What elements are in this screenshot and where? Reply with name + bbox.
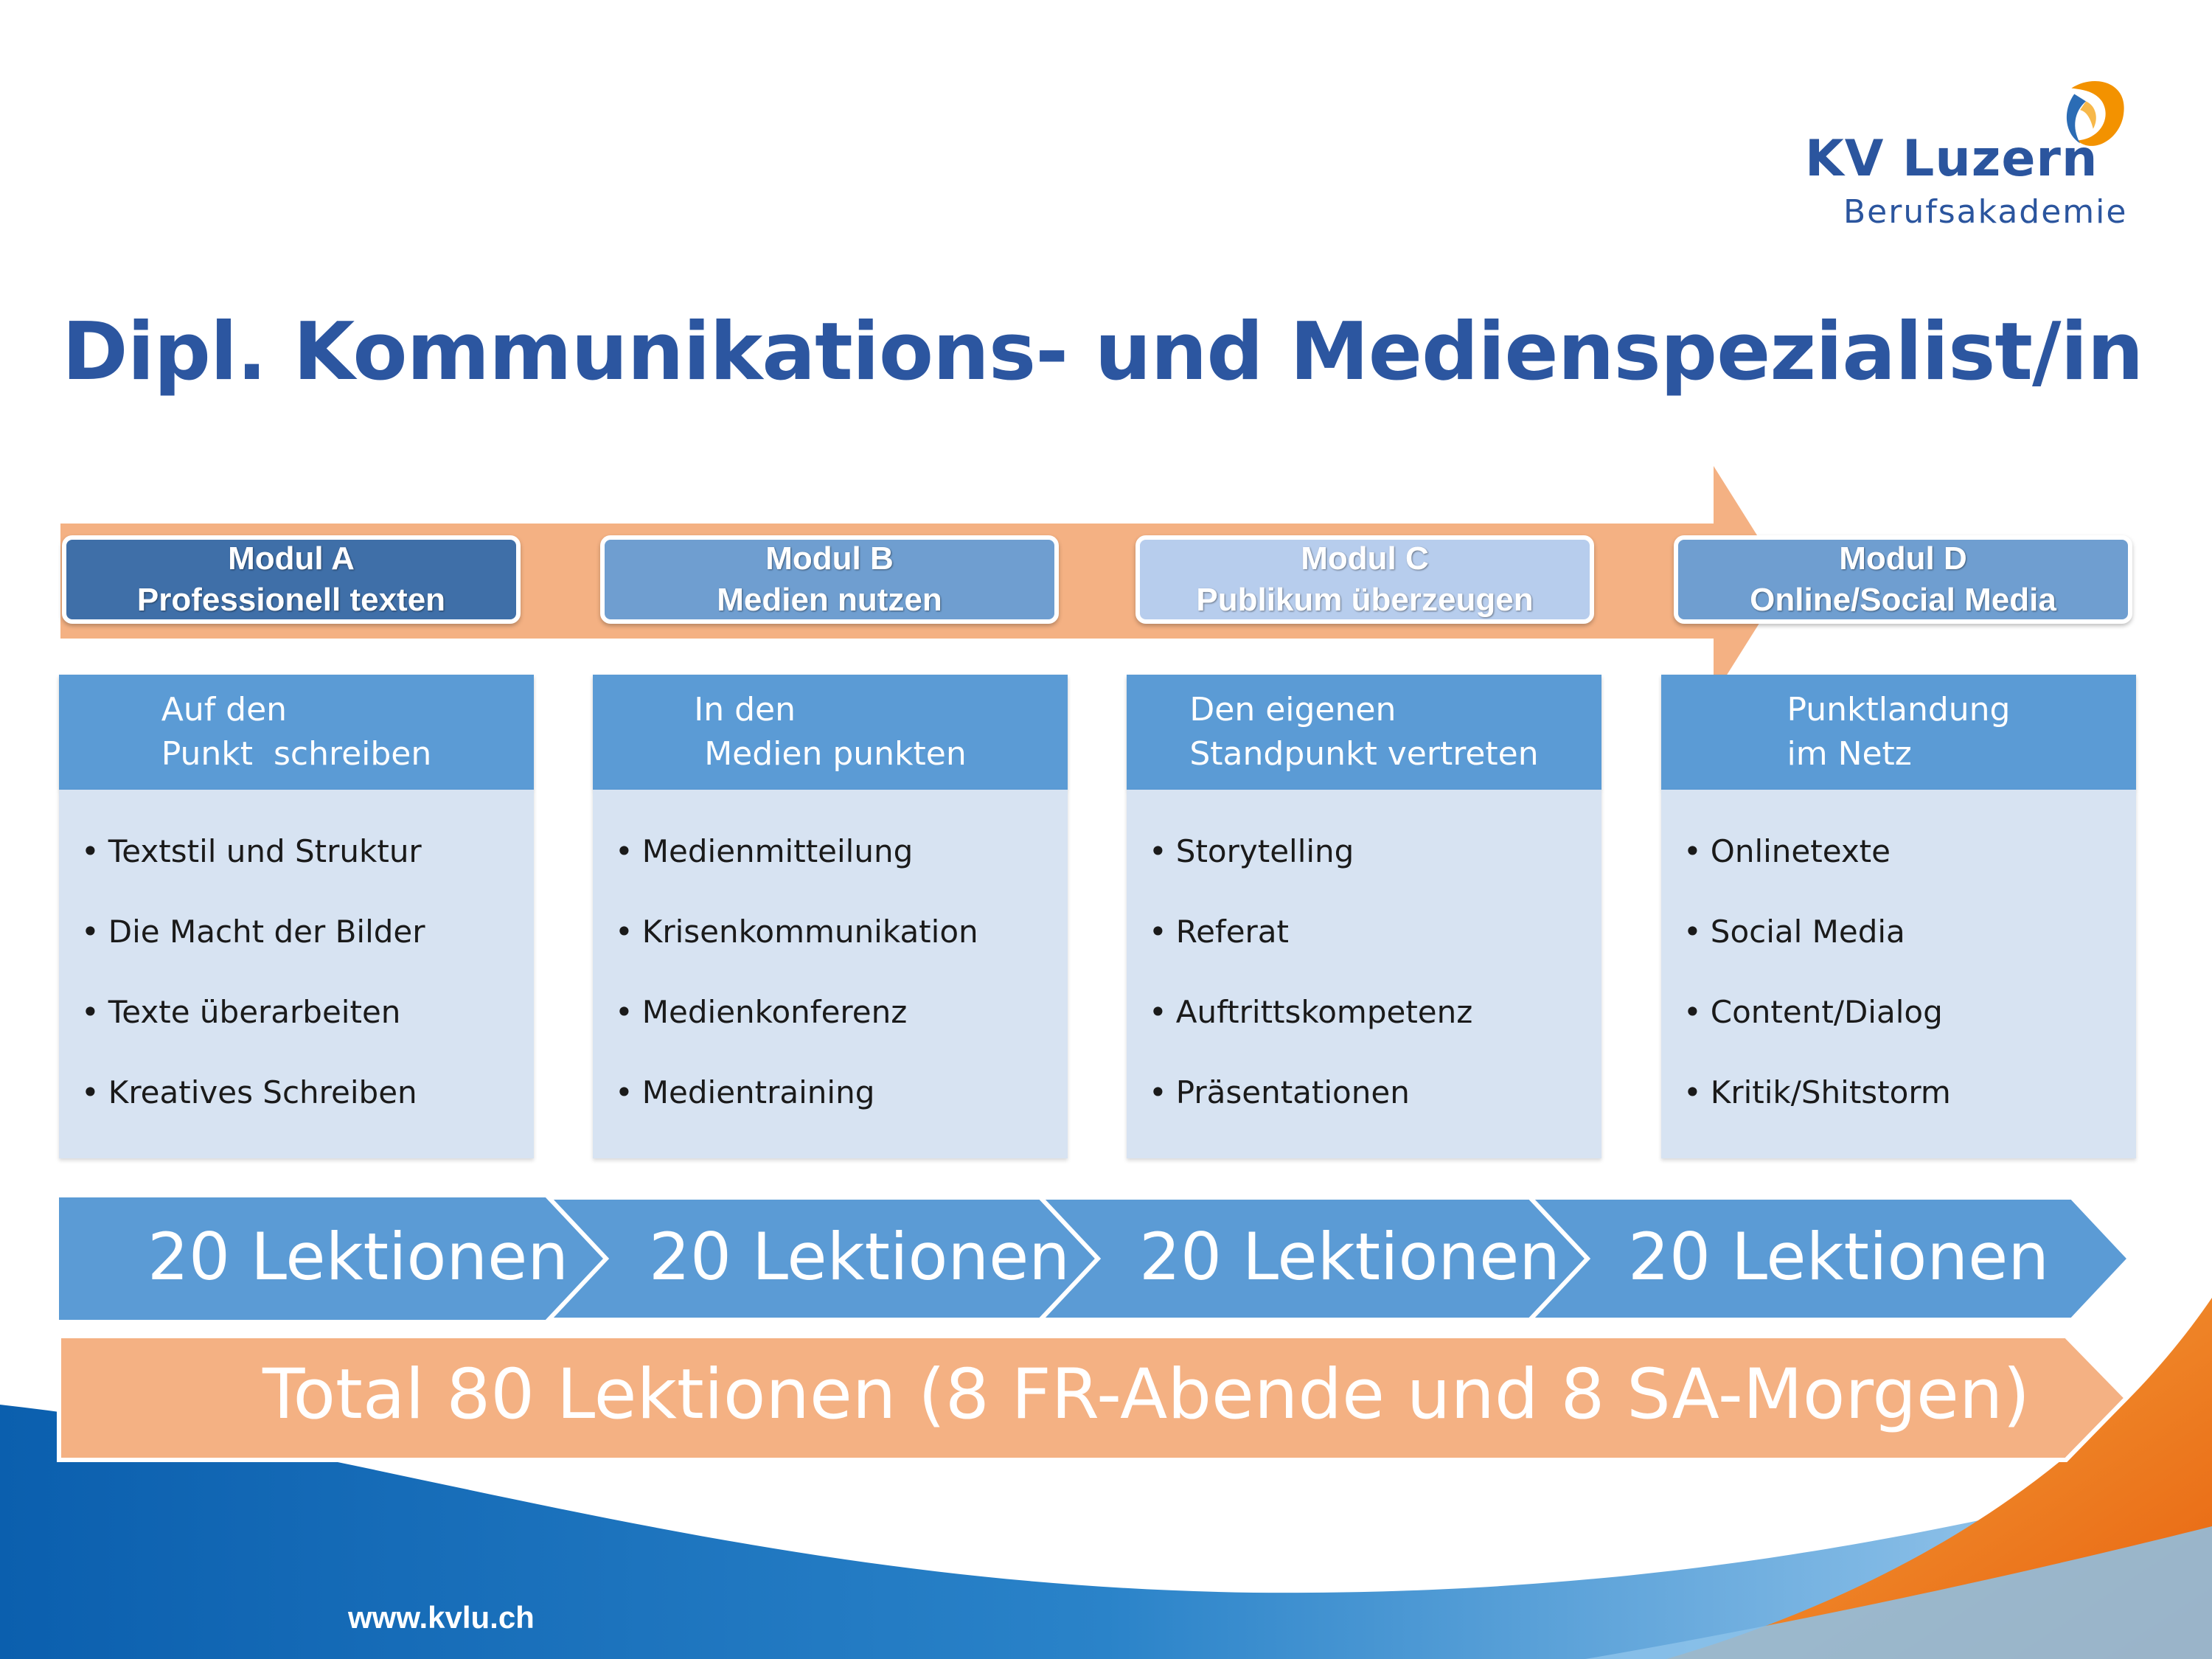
column-heading-b [593, 675, 1068, 790]
lessons-modul-b: 20 Lektionen [649, 1219, 1071, 1295]
tab-label: Modul B [765, 540, 894, 577]
column-list-c [1127, 790, 1601, 1158]
lessons-modul-c: 20 Lektionen [1139, 1219, 1561, 1295]
tab-modul-b [600, 535, 1059, 624]
tab-name: Professionell texten [136, 582, 446, 618]
list-item: • Präsentationen [1149, 1072, 1601, 1152]
column-list-b [593, 790, 1068, 1158]
column-heading-a [59, 675, 534, 790]
list-item: • Onlinetexte [1683, 831, 2136, 911]
list-item: • Die Macht der Bilder [81, 911, 534, 992]
list-item: • Medienkonferenz [615, 992, 1068, 1072]
tab-name: Medien nutzen [717, 582, 942, 618]
column-heading-d [1661, 675, 2136, 790]
total-lessons: Total 80 Lektionen (8 FR-Abende und 8 SA-Morgen) [262, 1354, 2031, 1435]
column-heading-c [1127, 675, 1601, 790]
column-heading-text: Punktlandung im Netz [1787, 691, 2011, 773]
list-item: • Krisenkommunikation [615, 911, 1068, 992]
column-list-d [1661, 790, 2136, 1158]
tab-name: Publikum überzeugen [1196, 582, 1534, 618]
logo-wordmark: KV Luzern [1805, 130, 2098, 188]
tab-name: Online/Social Media [1750, 582, 2056, 618]
lessons-modul-d: 20 Lektionen [1628, 1219, 2050, 1295]
page-title: Dipl. Kommunikations- und Medienspezialist/in [62, 306, 2143, 398]
list-item: • Texte überarbeiten [81, 992, 534, 1072]
list-item: • Textstil und Struktur [81, 831, 534, 911]
tab-label: Modul C [1301, 540, 1429, 577]
tab-modul-a [62, 535, 521, 624]
tab-label: Modul A [228, 540, 355, 577]
list-item: • Medienmitteilung [615, 831, 1068, 911]
list-item: • Social Media [1683, 911, 2136, 992]
footer-url[interactable]: www.kvlu.ch [348, 1600, 535, 1635]
list-item: • Auftrittskompetenz [1149, 992, 1601, 1072]
list-item: • Referat [1149, 911, 1601, 992]
list-item: • Medientraining [615, 1072, 1068, 1152]
tab-modul-c [1135, 535, 1594, 624]
tab-label: Modul D [1839, 540, 1967, 577]
column-heading-text: Auf den Punkt schreiben [161, 691, 432, 773]
list-item: • Storytelling [1149, 831, 1601, 911]
column-heading-text: In den Medien punkten [694, 691, 967, 773]
column-list-a [59, 790, 534, 1158]
list-item: • Kreatives Schreiben [81, 1072, 534, 1152]
list-item: • Content/Dialog [1683, 992, 2136, 1072]
list-item: • Kritik/Shitstorm [1683, 1072, 2136, 1152]
lessons-modul-a: 20 Lektionen [147, 1219, 569, 1295]
logo-subtitle: Berufsakademie [1843, 193, 2128, 231]
column-heading-text: Den eigenen Standpunkt vertreten [1189, 691, 1539, 773]
tab-modul-d [1674, 535, 2132, 624]
